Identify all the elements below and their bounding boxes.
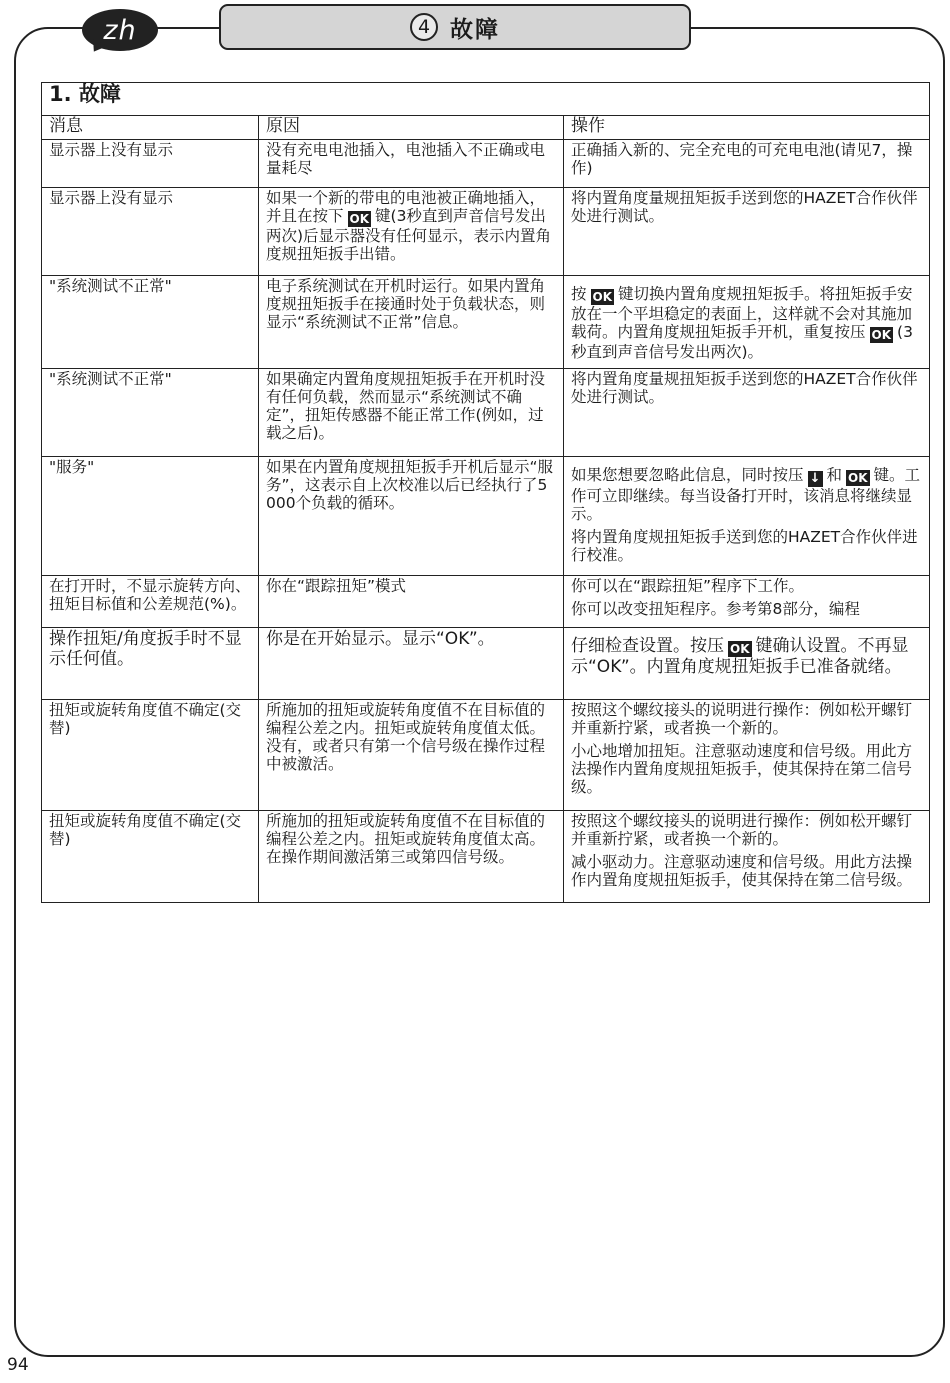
- message-cell: 操作扭矩/角度扳手时不显示任何值。: [42, 628, 259, 700]
- action-text: 和: [826, 466, 843, 484]
- action-text: 如果您想要忽略此信息，同时按压: [571, 466, 804, 484]
- chapter-header: [219, 4, 691, 50]
- column-header-message: 消息: [42, 116, 259, 140]
- cause-cell: 所施加的扭矩或旋转角度值不在目标值的编程公差之内。扭矩或旋转角度值太高。在操作期间激活第三或第四信号级。: [259, 811, 564, 903]
- section-title: 1. 故障: [42, 83, 930, 116]
- cause-cell: 如果在内置角度规扭矩扳手开机后显示“服务”，这表示自上次校准以后已经执行了5000个负载的循环。: [259, 457, 564, 576]
- action-paragraph: 将内置角度规扭矩扳手送到您的HAZET合作伙伴进行校准。: [571, 528, 918, 564]
- message-cell: 显示器上没有显示: [42, 140, 259, 188]
- chapter-title: 故障: [450, 16, 500, 43]
- action-paragraph: 减小驱动力。注意驱动速度和信号级。用此方法操作内置角度规扭矩扳手，使其保持在第二信号级。: [571, 853, 913, 889]
- action-paragraph: 小心地增加扭矩。注意驱动速度和信号级。用此方法操作内置角度规扭矩扳手，使其保持在第二信号级。: [571, 742, 913, 796]
- action-cell: [564, 700, 930, 811]
- message-cell: 在打开时，不显示旋转方向、扭矩目标值和公差规范(%)。: [42, 576, 259, 628]
- action-cell: 将内置角度量规扭矩扳手送到您的HAZET合作伙伴处进行测试。: [564, 369, 930, 457]
- action-cell: [564, 811, 930, 903]
- message-cell: 扭矩或旋转角度值不确定(交替): [42, 700, 259, 811]
- table-row: [42, 700, 930, 811]
- language-code: zh: [103, 14, 137, 46]
- cause-cell: 你在“跟踪扭矩”模式: [259, 576, 564, 628]
- table-row: [42, 188, 930, 276]
- table-row: [42, 140, 930, 188]
- column-header-cause: 原因: [259, 116, 564, 140]
- action-text: 按: [571, 285, 587, 303]
- table-row: [42, 457, 930, 576]
- message-cell: "系统测试不正常": [42, 369, 259, 457]
- action-paragraph: [571, 466, 923, 523]
- action-cell: 正确插入新的、完全充电的可充电电池(请见7，操作): [564, 140, 930, 188]
- cause-text: 键(3秒直到声音信号发出两次)后显示器没有任何显示，表示内置角度规扭矩扳手出错。: [266, 207, 552, 263]
- cause-text: 如果一个新的带电的电池被正确地插入，并且在按下: [266, 189, 546, 225]
- message-cell: "服务": [42, 457, 259, 576]
- action-paragraph: 你可以改变扭矩程序。参考第8部分，编程: [571, 600, 860, 618]
- fault-table: [41, 82, 930, 903]
- message-cell: 显示器上没有显示: [42, 188, 259, 276]
- action-paragraph: 按照这个螺纹接头的说明进行操作：例如松开螺钉并重新拧紧，或者换一个新的。: [571, 701, 913, 737]
- message-cell: 扭矩或旋转角度值不确定(交替): [42, 811, 259, 903]
- cause-cell: 如果确定内置角度规扭矩扳手在开机时没有任何负载，然而显示“系统测试不确定”，扭矩传感器不能正常工作(例如，过载之后)。: [259, 369, 564, 457]
- action-cell: [564, 628, 930, 700]
- cause-cell: [259, 188, 564, 276]
- action-cell: [564, 276, 930, 369]
- action-cell: 将内置角度量规扭矩扳手送到您的HAZET合作伙伴处进行测试。: [564, 188, 930, 276]
- ok-key-icon: OK: [871, 328, 892, 342]
- cause-cell: 电子系统测试在开机时运行。如果内置角度规扭矩扳手在接通时处于负载状态，则显示“系统测试不正常”信息。: [259, 276, 564, 369]
- table-row: [42, 276, 930, 369]
- action-cell: [564, 457, 930, 576]
- table-row: [42, 576, 930, 628]
- ok-key-icon: OK: [730, 642, 750, 656]
- column-header-action: 操作: [564, 116, 930, 140]
- table-row: [42, 811, 930, 903]
- action-text: 键。工作可立即继续。每当设备打开时，该消息将继续显示。: [571, 466, 921, 523]
- chapter-number: 4: [410, 13, 438, 41]
- action-paragraph: 你可以在“跟踪扭矩”程序下工作。: [571, 577, 805, 595]
- ok-key-icon: OK: [848, 471, 868, 485]
- action-text: 仔细检查设置。按压: [571, 636, 724, 656]
- cause-cell: 没有充电电池插入，电池插入不正确或电量耗尽: [259, 140, 564, 188]
- cause-cell: 你是在开始显示。显示“OK”。: [259, 628, 564, 700]
- action-text: (3秒直到声音信号发出两次)。: [571, 323, 913, 361]
- table-row: [42, 628, 930, 700]
- table-row: [42, 369, 930, 457]
- message-cell: "系统测试不正常": [42, 276, 259, 369]
- action-text: 键切换内置角度规扭矩扳手。将扭矩扳手安放在一个平坦稳定的表面上，这样就不会对其施加载荷。内置角度规扭矩扳手开机，重复按压: [571, 285, 913, 341]
- ok-key-icon: OK: [592, 290, 613, 304]
- page-number: 94: [7, 1355, 29, 1375]
- ok-key-icon: OK: [349, 212, 370, 226]
- cause-cell: 所施加的扭矩或旋转角度值不在目标值的编程公差之内。扭矩或旋转角度值太低。没有，或者只有第一个信号级在操作过程中被激活。: [259, 700, 564, 811]
- action-cell: [564, 576, 930, 628]
- action-paragraph: 按照这个螺纹接头的说明进行操作：例如松开螺钉并重新拧紧，或者换一个新的。: [571, 812, 913, 848]
- action-text: 键确认设置。不再显示“OK”。内置角度规扭矩扳手已准备就绪。: [571, 636, 909, 677]
- down-arrow-key-icon: ↓: [808, 471, 823, 487]
